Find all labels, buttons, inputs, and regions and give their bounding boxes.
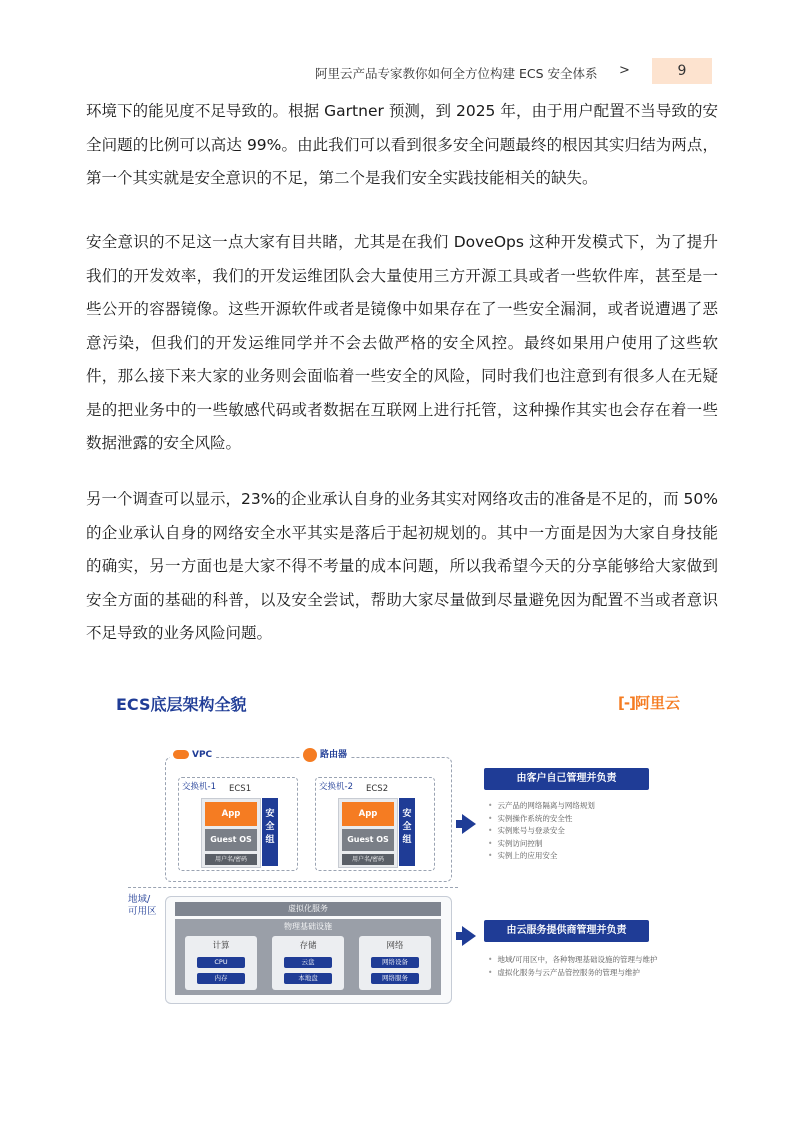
- aliyun-logo-icon: [-]: [618, 694, 635, 712]
- column-title: 计算: [212, 941, 230, 951]
- switch-1: [178, 777, 298, 871]
- switch-2: [315, 777, 435, 871]
- arrow-right-icon: [462, 926, 476, 946]
- list-item: • 实例操作系统的安全性: [488, 813, 595, 826]
- aliyun-logo: [618, 692, 680, 713]
- arrow-right-icon: [462, 814, 476, 834]
- column-item: 本地盘: [284, 973, 332, 984]
- network-column: [359, 936, 431, 990]
- switch-label: 交换机-2: [319, 782, 353, 792]
- physical-infrastructure: [175, 919, 441, 995]
- ecs-architecture-figure: [110, 684, 700, 1004]
- security-group: 安全组: [262, 798, 278, 866]
- next-page-arrow[interactable]: >: [619, 63, 630, 78]
- router-icon: [303, 748, 317, 762]
- virtualization-bar: 虚拟化服务: [175, 902, 441, 916]
- list-item: • 云产品的网络隔离与网络规划: [488, 800, 595, 813]
- figure-title: ECS底层架构全貌: [116, 695, 247, 714]
- column-item: 内存: [197, 973, 245, 984]
- switch-label: 交换机-1: [182, 782, 216, 792]
- column-item: 网络设备: [371, 957, 419, 968]
- column-item: 网络服务: [371, 973, 419, 984]
- paragraph-2: 安全意识的不足这一点大家有目共睹，尤其是在我们 DoveOps 这种开发模式下，为了提升我们的开发效率，我们的开发运维团队会大量使用三方开源工具或者一些软件库，甚至是一些公开的容器镜像。这些开源软件或者是镜像中如果存在了一些安全漏洞，或者说遭遇了恶意污染，但我们的开发运维同学并不会去做严格的安全风控。最终如果用户使用了这些软件，那么接下来大家的业务则会面临着一些安全的风险，同时我们也注意到有很多人在无疑是的把业务中的一些敏感代码或者数据在互联网上进行托管，这种操作其实也会存在着一些数据泄露的安全风险。: [86, 233, 718, 452]
- paragraph-3: 另一个调查可以显示，23%的企业承认自身的业务其实对网络攻击的准备是不足的，而 50%的企业承认自身的网络安全水平其实是落后于起初规划的。其中一方面是因为大家自身技能的确实，另一方面也是大家不得不考量的成本问题，所以我希望今天的分享能够给大家做到安全方面的基础的科普，以及安全尝试，帮助大家尽量做到尽量避免因为配置不当或者意识不足导致的业务风险问题。: [86, 490, 718, 642]
- app-layer: App: [342, 802, 394, 826]
- column-item: CPU: [197, 957, 245, 968]
- compute-column: [185, 936, 257, 990]
- vpc-label: VPC: [170, 750, 215, 760]
- credentials-layer: 用户名/密码: [342, 854, 394, 865]
- ecs-label: ECS1: [229, 784, 252, 794]
- guest-os-layer: Guest OS: [205, 829, 257, 851]
- app-layer: App: [205, 802, 257, 826]
- paragraph-1: 环境下的能见度不足导致的。根据 Gartner 预测，到 2025 年，由于用户配置不当导致的安全问题的比例可以高达 99%。由此我们可以看到很多安全问题最终的根因其实归结为两点，第一个其实就是安全意识的不足，第二个是我们安全实践技能相关的缺失。: [86, 102, 718, 187]
- router-label: 路由器: [300, 747, 350, 762]
- provider-responsibility-title: 由云服务提供商管理并负责: [484, 920, 649, 942]
- customer-responsibility-list: [488, 800, 595, 863]
- column-item: 云盘: [284, 957, 332, 968]
- list-item: • 地域/可用区中，各种物理基础设施的管理与维护: [488, 954, 657, 967]
- aliyun-logo-text: 阿里云: [634, 694, 680, 712]
- region-divider: [128, 887, 458, 888]
- page-header: [0, 58, 802, 86]
- guest-os-layer: Guest OS: [342, 829, 394, 851]
- provider-responsibility-list: [488, 954, 657, 979]
- list-item: • 实例上的应用安全: [488, 850, 595, 863]
- region-label: 地域/ 可用区: [128, 894, 157, 917]
- cloud-icon: [173, 750, 189, 759]
- ecs-instance: [338, 798, 398, 868]
- ecs-label: ECS2: [366, 784, 389, 794]
- page-number: 9: [652, 58, 712, 84]
- credentials-layer: 用户名/密码: [205, 854, 257, 865]
- header-title: 阿里云产品专家教你如何全方位构建 ECS 安全体系: [315, 66, 598, 81]
- customer-responsibility-title: 由客户自己管理并负责: [484, 768, 649, 790]
- physical-title: 物理基础设施: [284, 922, 332, 931]
- column-title: 网络: [386, 941, 404, 951]
- list-item: • 实例账号与登录安全: [488, 825, 595, 838]
- list-item: • 虚拟化服务与云产品管控服务的管理与维护: [488, 967, 657, 980]
- list-item: • 实例访问控制: [488, 838, 595, 851]
- storage-column: [272, 936, 344, 990]
- security-group: 安全组: [399, 798, 415, 866]
- column-title: 存储: [299, 941, 317, 951]
- ecs-instance: [201, 798, 261, 868]
